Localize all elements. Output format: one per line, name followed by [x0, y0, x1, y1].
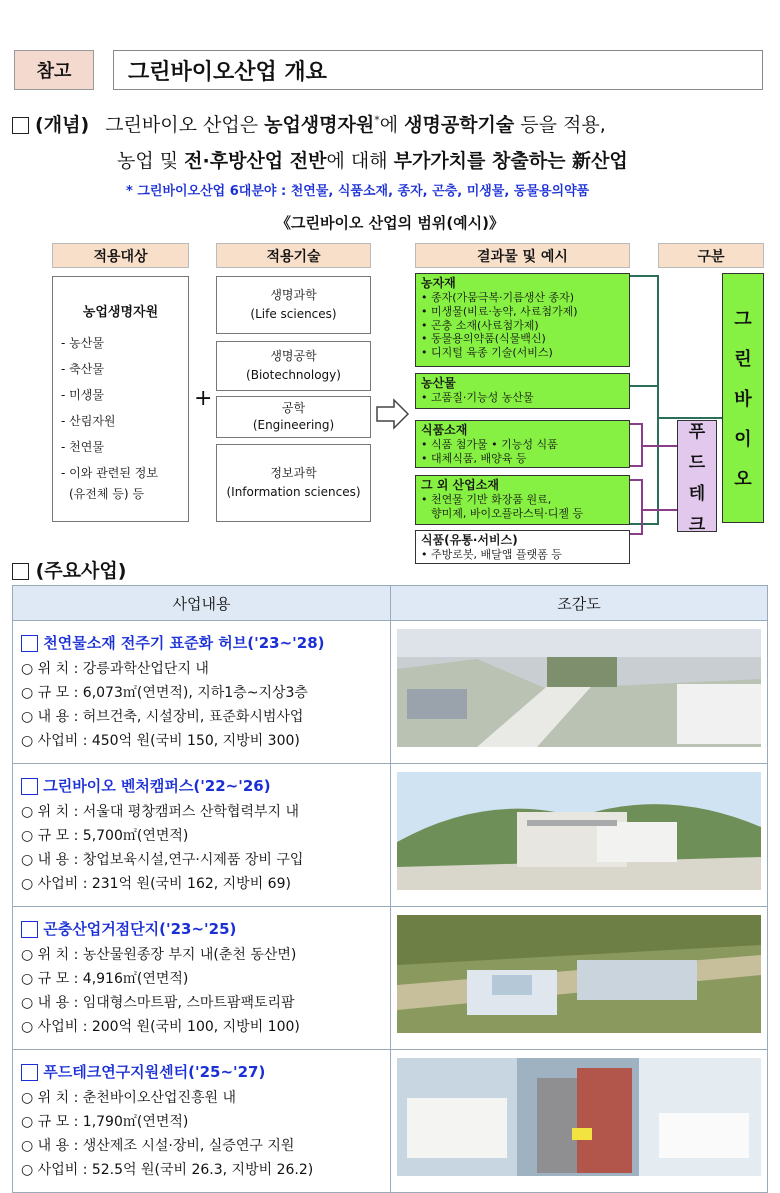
- result-item: • 천연물 기반 화장품 원료,: [421, 493, 552, 506]
- category-char: 푸: [688, 422, 706, 442]
- concept-label: (개념): [35, 114, 90, 136]
- concept-bold: 전·후방산업 전반: [184, 150, 327, 172]
- project-row: ○ 규 모 : 5,700㎡(연면적): [21, 827, 189, 844]
- concept-bold: 생명공학기술: [404, 114, 515, 136]
- concept-text: 등을 적용,: [514, 114, 606, 136]
- projects-table: [12, 585, 768, 1193]
- target-title: 농업생명자원: [82, 305, 159, 320]
- project-title: [21, 917, 384, 943]
- checkbox-square-icon: [12, 563, 29, 580]
- foodtech-center-rendering-image: [397, 1058, 761, 1176]
- header-category: 구분: [658, 243, 764, 268]
- campus-rendering-image: [397, 772, 761, 890]
- result-item: • 고품질·기능성 농산물: [421, 391, 534, 404]
- tech-name: 생명과학: [270, 287, 317, 302]
- result-box-ag-materials: [415, 273, 630, 367]
- target-item: - 미생물: [61, 388, 104, 402]
- page-title-text: 그린바이오산업 개요: [128, 59, 327, 85]
- target-item: - 이와 관련된 정보: [61, 466, 158, 480]
- reference-tag: 참고: [14, 50, 94, 90]
- category-char: 드: [688, 453, 706, 473]
- category-char: 바: [734, 389, 752, 410]
- concept-text: 그린바이오 산업은: [105, 114, 265, 136]
- target-item: - 농산물: [61, 336, 104, 350]
- tech-name: 생명공학: [270, 348, 317, 363]
- result-item: • 곤충 소재(사료첨가제): [421, 318, 539, 332]
- table-row: [13, 1050, 768, 1193]
- project-title-text: 그린바이오 벤처캠퍼스('22~'26): [43, 777, 271, 795]
- project-row: ○ 사업비 : 231억 원(국비 162, 지방비 69): [21, 876, 291, 893]
- project-content: [13, 764, 391, 907]
- table-row: [13, 764, 768, 907]
- insect-complex-rendering-image: [397, 915, 761, 1033]
- project-row: ○ 내 용 : 창업보육시설,연구·시제품 장비 구입: [21, 851, 304, 868]
- target-item: - 축산물: [61, 362, 104, 376]
- project-title-text: 곤충산업거점단지('23~'25): [43, 920, 237, 938]
- col-image-header: 조감도: [391, 586, 768, 621]
- result-title: 식품소재: [421, 423, 468, 437]
- concept-bold: 농업생명자원: [264, 114, 375, 136]
- tech-name: 공학: [281, 400, 306, 415]
- table-row: [13, 621, 768, 764]
- scope-title: 《그린바이오 산업의 범위(예시)》: [275, 214, 505, 232]
- project-title-text: 천연물소재 전주기 표준화 허브('23~'28): [43, 634, 325, 652]
- six-fields-note: * 그린바이오산업 6대분야 : 천연물, 식품소재, 종자, 곤충, 미생물, 동물용의약품: [126, 184, 590, 199]
- project-row: ○ 위 치 : 강릉과학산업단지 내: [21, 660, 209, 677]
- header-tech: 적용기술: [216, 243, 371, 268]
- project-image-cell: [391, 907, 768, 1050]
- concept-text: 에 대해: [326, 150, 394, 172]
- result-title: 식품(유통·서비스): [421, 533, 518, 547]
- tech-box: [216, 396, 371, 438]
- col-content-header: 사업내용: [13, 586, 391, 621]
- table-row: [13, 907, 768, 1050]
- project-row: ○ 사업비 : 200억 원(국비 100, 지방비 100): [21, 1019, 300, 1036]
- result-box-ag-products: [415, 373, 630, 409]
- target-box: [52, 276, 189, 522]
- project-row: ○ 위 치 : 춘천바이오산업진흥원 내: [21, 1089, 236, 1106]
- result-box-food-materials: [415, 420, 630, 468]
- project-image-cell: [391, 764, 768, 907]
- concept-text: 에: [379, 114, 405, 136]
- project-row: ○ 규 모 : 1,790㎡(연면적): [21, 1113, 189, 1130]
- checkbox-square-icon: [12, 117, 29, 134]
- target-item: - 천연물: [61, 440, 104, 454]
- category-char: 그: [734, 309, 752, 330]
- concept-line-1: [12, 110, 772, 137]
- project-row: ○ 위 치 : 서울대 평창캠퍼스 산학협력부지 내: [21, 803, 299, 820]
- tech-name-en: (Engineering): [252, 418, 335, 432]
- result-item: • 식품 첨가물 • 기능성 식품: [421, 438, 558, 451]
- result-title: 농자재: [421, 276, 456, 290]
- category-char: 린: [734, 349, 752, 370]
- target-item: (유전체 등) 등: [69, 487, 144, 501]
- plus-sign: +: [194, 386, 213, 411]
- project-row: ○ 내 용 : 임대형스마트팜, 스마트팜팩토리팜: [21, 994, 295, 1011]
- tech-name-en: (Biotechnology): [246, 368, 341, 382]
- project-image-cell: [391, 1050, 768, 1193]
- green-bio-category: [722, 273, 764, 523]
- checkbox-square-icon: [21, 778, 38, 795]
- project-row: ○ 규 모 : 4,916㎡(연면적): [21, 970, 189, 987]
- result-item: • 대체식품, 배양육 등: [421, 451, 527, 465]
- tech-box: [216, 341, 371, 391]
- project-row: ○ 내 용 : 허브건축, 시설장비, 표준화시범사업: [21, 708, 304, 725]
- result-title: 농산물: [421, 376, 456, 390]
- target-item: - 산림자원: [61, 414, 116, 428]
- table-header-row: [13, 586, 768, 621]
- result-box-other-materials: [415, 475, 630, 525]
- page-title: [113, 50, 763, 90]
- header-results: 결과물 및 예시: [415, 243, 630, 268]
- project-row: ○ 내 용 : 생산제조 시설·장비, 실증연구 지원: [21, 1137, 295, 1154]
- tech-box: [216, 444, 371, 522]
- result-item: • 미생물(비료·농약, 사료첨가제): [421, 304, 578, 318]
- projects-section-title: [12, 556, 126, 583]
- foodtech-category: [677, 420, 717, 535]
- project-content: [13, 621, 391, 764]
- project-title: [21, 774, 384, 800]
- concept-line-2: [117, 146, 777, 173]
- tech-name: 정보과학: [270, 465, 317, 480]
- concept-bold: 부가가치를 창출하는 新산업: [393, 150, 628, 172]
- project-content: [13, 1050, 391, 1193]
- category-char: 이: [734, 429, 752, 450]
- project-image-cell: [391, 621, 768, 764]
- project-content: [13, 907, 391, 1050]
- category-char: 오: [734, 469, 752, 490]
- result-box-food-service: [415, 530, 630, 564]
- project-row: ○ 사업비 : 450억 원(국비 150, 지방비 300): [21, 733, 300, 750]
- checkbox-square-icon: [21, 635, 38, 652]
- result-title: 그 외 산업소재: [421, 478, 499, 492]
- project-title-text: 푸드테크연구지원센터('25~'27): [43, 1063, 266, 1081]
- right-arrow-icon: [376, 398, 410, 430]
- result-item: 향미제, 바이오플라스틱·디젤 등: [431, 506, 584, 520]
- result-item: • 디지털 육종 기술(서비스): [421, 346, 553, 359]
- footnote-mark: *: [374, 113, 380, 127]
- checkbox-square-icon: [21, 1064, 38, 1081]
- project-row: ○ 규 모 : 6,073㎡(연면적), 지하1층~지상3층: [21, 684, 308, 701]
- checkbox-square-icon: [21, 921, 38, 938]
- result-item: • 주방로봇, 배달앱 플랫폼 등: [421, 548, 562, 561]
- projects-section-label: (주요사업): [35, 560, 127, 582]
- tech-name-en: (Life sciences): [250, 307, 337, 321]
- result-item: • 종자(가뭄극복·기름생산 종자): [421, 291, 575, 304]
- concept-text: 농업 및: [117, 150, 185, 172]
- category-char: 크: [688, 515, 706, 535]
- tech-box: [216, 276, 371, 334]
- project-title: [21, 1060, 384, 1086]
- project-row: ○ 사업비 : 52.5억 원(국비 26.3, 지방비 26.2): [21, 1162, 314, 1179]
- project-row: ○ 위 치 : 농산물원종장 부지 내(춘천 동산면): [21, 946, 297, 963]
- category-char: 테: [688, 484, 706, 504]
- header-target: 적용대상: [52, 243, 189, 268]
- result-item: • 동물용의약품(식물백신): [421, 332, 546, 346]
- aerial-rendering-image: [397, 629, 761, 747]
- project-title: [21, 631, 384, 657]
- tech-name-en: (Information sciences): [226, 485, 361, 499]
